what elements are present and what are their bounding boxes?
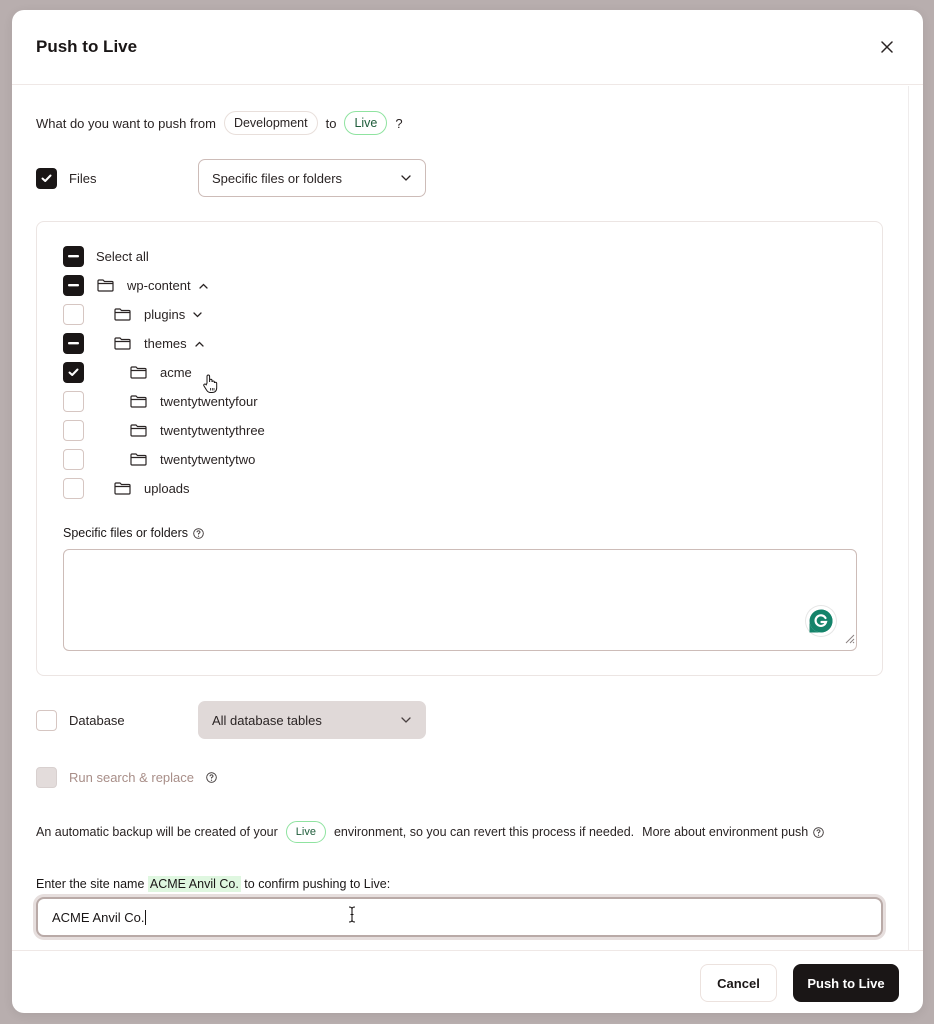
folder-icon [114, 308, 131, 321]
tree-item-twentytwentyfour[interactable] [63, 391, 258, 412]
tree-item-wp-content[interactable] [63, 275, 208, 296]
files-scope-select[interactable] [198, 159, 426, 197]
themes-checkbox[interactable] [63, 333, 84, 354]
tree-item-plugins[interactable] [63, 304, 202, 325]
tree-item-label: plugins [144, 307, 186, 322]
tree-item-twentytwentythree[interactable] [63, 420, 265, 441]
folder-icon [130, 395, 147, 408]
acme-checkbox[interactable] [63, 362, 84, 383]
to-env-badge: Live [344, 111, 387, 135]
folder-icon [130, 424, 147, 437]
files-scope-value: Specific files or folders [212, 170, 343, 186]
confirm-label [36, 877, 390, 891]
confirm-label-prefix: Enter the site name [36, 877, 145, 891]
chevron-up-icon[interactable] [199, 283, 208, 289]
backup-env-badge: Live [286, 821, 326, 843]
tree-item-label: twentytwentyfour [160, 394, 258, 409]
grammarly-icon [808, 608, 834, 634]
question-suffix: ? [395, 115, 403, 131]
wp-content-checkbox[interactable] [63, 275, 84, 296]
cancel-button[interactable]: Cancel [700, 964, 777, 1002]
specific-files-label-text: Specific files or folders [63, 526, 189, 540]
search-replace-label: Run search & replace [69, 770, 195, 785]
chevron-up-icon[interactable] [195, 341, 204, 347]
backup-suffix: environment, so you can revert this process if needed. [333, 825, 635, 839]
files-label: Files [69, 170, 97, 186]
dialog-footer [12, 950, 923, 1013]
tree-item-label: twentytwentythree [160, 423, 265, 438]
backup-notice [36, 821, 824, 843]
specific-files-label [63, 526, 204, 540]
help-icon[interactable] [193, 528, 204, 539]
close-icon [881, 41, 893, 53]
text-caret [145, 910, 146, 925]
tree-item-acme[interactable] [63, 362, 192, 383]
push-question [36, 111, 403, 135]
tree-item-label: Select all [96, 249, 149, 264]
plugins-checkbox[interactable] [63, 304, 84, 325]
tree-item-twentytwentytwo[interactable] [63, 449, 255, 470]
folder-icon [130, 453, 147, 466]
tree-item-label: uploads [144, 481, 190, 496]
environment-push-help-link[interactable] [642, 825, 824, 839]
file-tree-panel [36, 221, 883, 676]
dialog-header [12, 10, 923, 85]
twentytwentythree-checkbox[interactable] [63, 420, 84, 441]
tree-item-label: twentytwentytwo [160, 452, 256, 467]
twentytwentyfour-checkbox[interactable] [63, 391, 84, 412]
checkmark-icon [68, 368, 79, 377]
chevron-down-icon [401, 175, 411, 181]
folder-icon [114, 337, 131, 350]
close-button[interactable] [875, 35, 899, 59]
from-env-badge: Development [224, 111, 318, 135]
database-checkbox[interactable] [36, 710, 57, 731]
chevron-down-icon [401, 717, 411, 723]
help-icon[interactable] [206, 772, 217, 783]
chevron-down-icon[interactable] [193, 312, 202, 318]
tree-item-select-all[interactable] [63, 246, 149, 267]
site-name-highlight: ACME Anvil Co. [149, 877, 239, 891]
site-name-input-value: ACME Anvil Co. [52, 909, 145, 925]
tree-item-label: acme [160, 365, 192, 380]
help-icon [813, 827, 824, 838]
search-replace-checkbox[interactable] [36, 767, 57, 788]
question-connector: to [325, 115, 337, 131]
search-replace-row [36, 767, 217, 788]
push-to-live-dialog [12, 10, 923, 1013]
folder-icon [114, 482, 131, 495]
uploads-checkbox[interactable] [63, 478, 84, 499]
tree-item-themes[interactable] [63, 333, 204, 354]
checkmark-icon [41, 174, 52, 183]
environment-push-link-text: More about environment push [642, 825, 809, 839]
folder-icon [130, 366, 147, 379]
database-scope-select[interactable] [198, 701, 426, 739]
select-all-checkbox[interactable] [63, 246, 84, 267]
indeterminate-icon [68, 342, 79, 345]
tree-item-label: wp-content [127, 278, 191, 293]
database-label: Database [69, 712, 125, 728]
twentytwentytwo-checkbox[interactable] [63, 449, 84, 470]
database-row [36, 701, 884, 739]
confirm-label-suffix: to confirm pushing to Live: [244, 877, 391, 891]
dialog-body [12, 86, 909, 950]
grammarly-button[interactable] [806, 606, 836, 636]
ibeam-cursor-icon [348, 906, 356, 926]
indeterminate-icon [68, 284, 79, 287]
hand-pointer-cursor-icon [202, 374, 219, 399]
push-to-live-button[interactable]: Push to Live [793, 964, 899, 1002]
question-prefix: What do you want to push from [36, 115, 216, 131]
tree-item-uploads[interactable] [63, 478, 190, 499]
files-checkbox[interactable] [36, 168, 57, 189]
files-row [36, 159, 884, 197]
backup-prefix: An automatic backup will be created of your [36, 825, 278, 839]
dialog-title: Push to Live [36, 37, 138, 56]
site-name-confirm-input[interactable] [36, 897, 883, 937]
tree-item-label: themes [144, 336, 187, 351]
folder-icon [97, 279, 114, 292]
database-scope-value: All database tables [212, 712, 322, 728]
resize-handle[interactable] [843, 631, 855, 649]
indeterminate-icon [68, 255, 79, 258]
specific-files-textarea[interactable] [63, 549, 857, 651]
